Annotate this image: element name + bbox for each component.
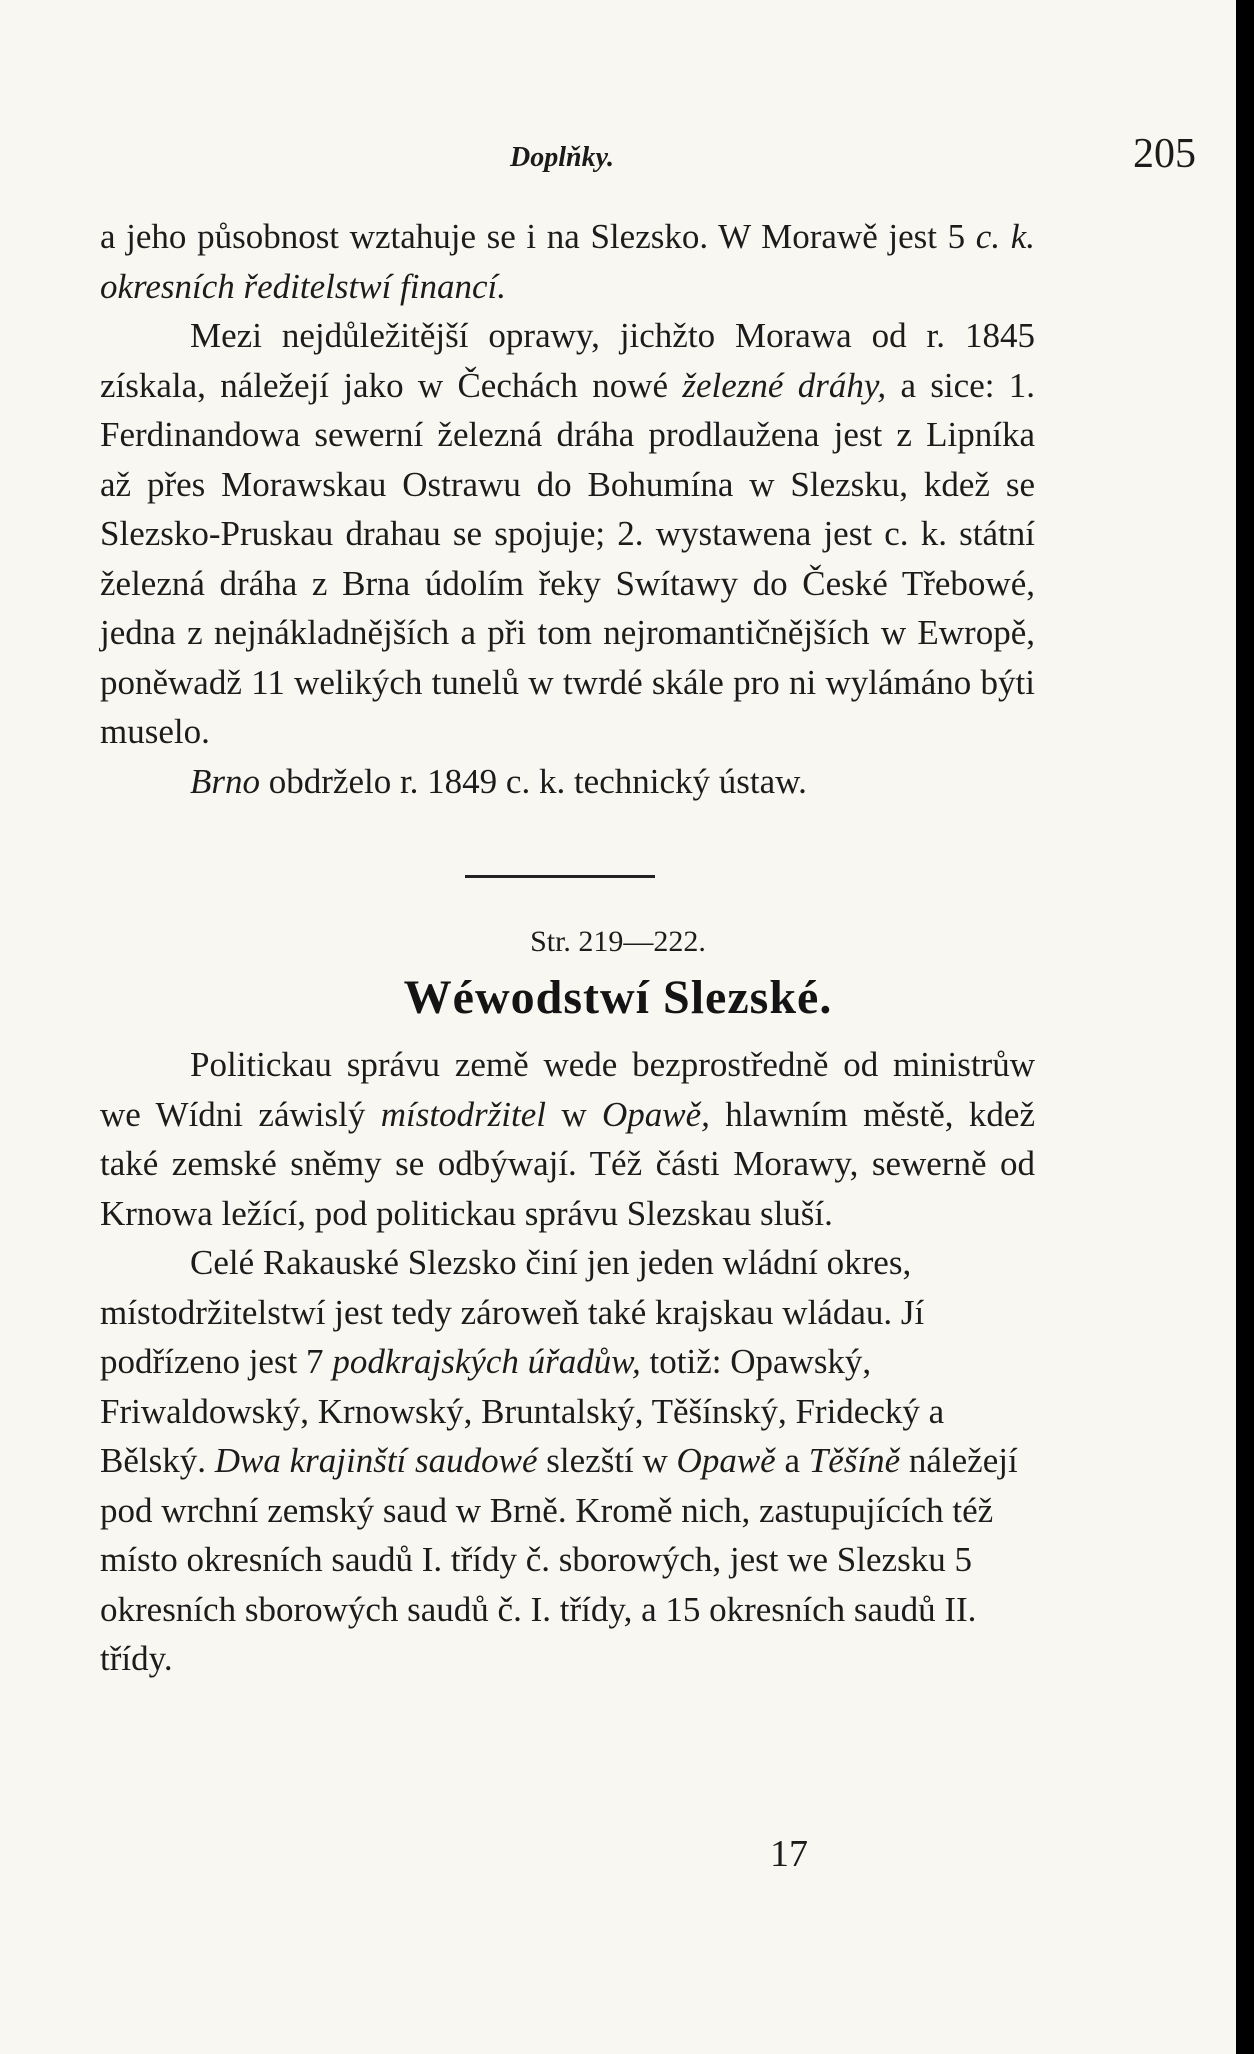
- italic-run: železné dráhy,: [682, 365, 887, 405]
- italic-run: Opawě,: [602, 1094, 710, 1134]
- italic-run: Dwa krajinští saudowé: [214, 1441, 538, 1480]
- section-divider: [465, 875, 655, 878]
- italic-run: podkrajských úřadůw,: [332, 1342, 641, 1381]
- paragraph: [100, 757, 1035, 807]
- paragraph: [100, 1238, 1035, 1684]
- page-number: 205: [1133, 131, 1196, 177]
- text-run: a sice: 1. Ferdinandowa sewerní železná dráha prodlaužena jest z Lipníka až přes Morawskau Ostrawu do Bohumína w Slezsku, kdež se Slezsko-Pruskau drahau se spojuje; 2. wystawena jest c. k. státní železná dráha z Brna údolím řeky Swítawy do České Třebowé, jedna z nejnákladnějších a při tom nejromantičnějších w Ewropě, poněwadž 11 welikých tunelů w twrdé skále pro ni wylámáno býti muselo.: [100, 365, 1035, 751]
- italic-run: Brno: [190, 761, 260, 801]
- printer-signature: 17: [770, 1833, 808, 1875]
- paragraph: [100, 311, 1035, 757]
- text-run: a jeho působnost wztahuje se i na Slezsko. W Morawě jest 5: [100, 217, 976, 256]
- scan-edge: [1236, 0, 1254, 2054]
- text-run: hlawním městě, kdež také zemské sněmy se odbýwají. Též části Morawy, sewerně od Krnowa ležící, pod politickau správu Slezskau sluší.: [100, 1094, 1035, 1233]
- paragraph: [100, 1040, 1035, 1238]
- text-run: slezští w: [537, 1441, 677, 1480]
- page-header: [100, 130, 1196, 190]
- text-block-bottom: [100, 1040, 1035, 1684]
- text-block-top: [100, 212, 1035, 806]
- text-run: Mezi nejdůležitější oprawy, jichžto Morawa od r. 1845 získala, náležejí jako w Čechách nowé: [100, 316, 1035, 405]
- text-run: a: [775, 1441, 809, 1480]
- italic-run: Těšíně: [808, 1441, 901, 1480]
- paragraph: [100, 212, 1035, 311]
- text-run: Celé Rakauské Slezsko činí jen jeden wládní okres, místodržitelstwí jest tedy zároweň také krajskau wládau. Jí podřízeno jest 7: [100, 1243, 925, 1381]
- section-reference: Str. 219—222.: [530, 925, 706, 958]
- italic-run: místodržitel: [380, 1094, 546, 1134]
- text-run: totiž: Opawský, Friwaldowský, Krnowský, Bruntalský, Těšínský, Fridecký a Bělský.: [100, 1342, 945, 1480]
- text-run: Politickau správu země wede bezprostředně od ministrůw we Wídni záwislý: [100, 1045, 1035, 1134]
- text-run: náležejí pod wrchní zemský saud w Brně. Kromě nich, zastupujících též místo okresních saudů I. třídy č. sborowých, jest we Slezsku 5 okresních sborowých saudů č. I. třídy, a 15 okresních saudů II. třídy.: [100, 1441, 1018, 1678]
- italic-run: Opawě: [676, 1441, 776, 1480]
- text-run: w: [546, 1094, 603, 1134]
- section-title: Wéwodstwí Slezské.: [403, 971, 833, 1024]
- text-run: obdrželo r. 1849 c. k. technický ústaw.: [260, 761, 807, 801]
- running-title: Doplňky.: [510, 142, 614, 173]
- italic-run: c. k. okresních ředitelstwí financí.: [100, 217, 1036, 306]
